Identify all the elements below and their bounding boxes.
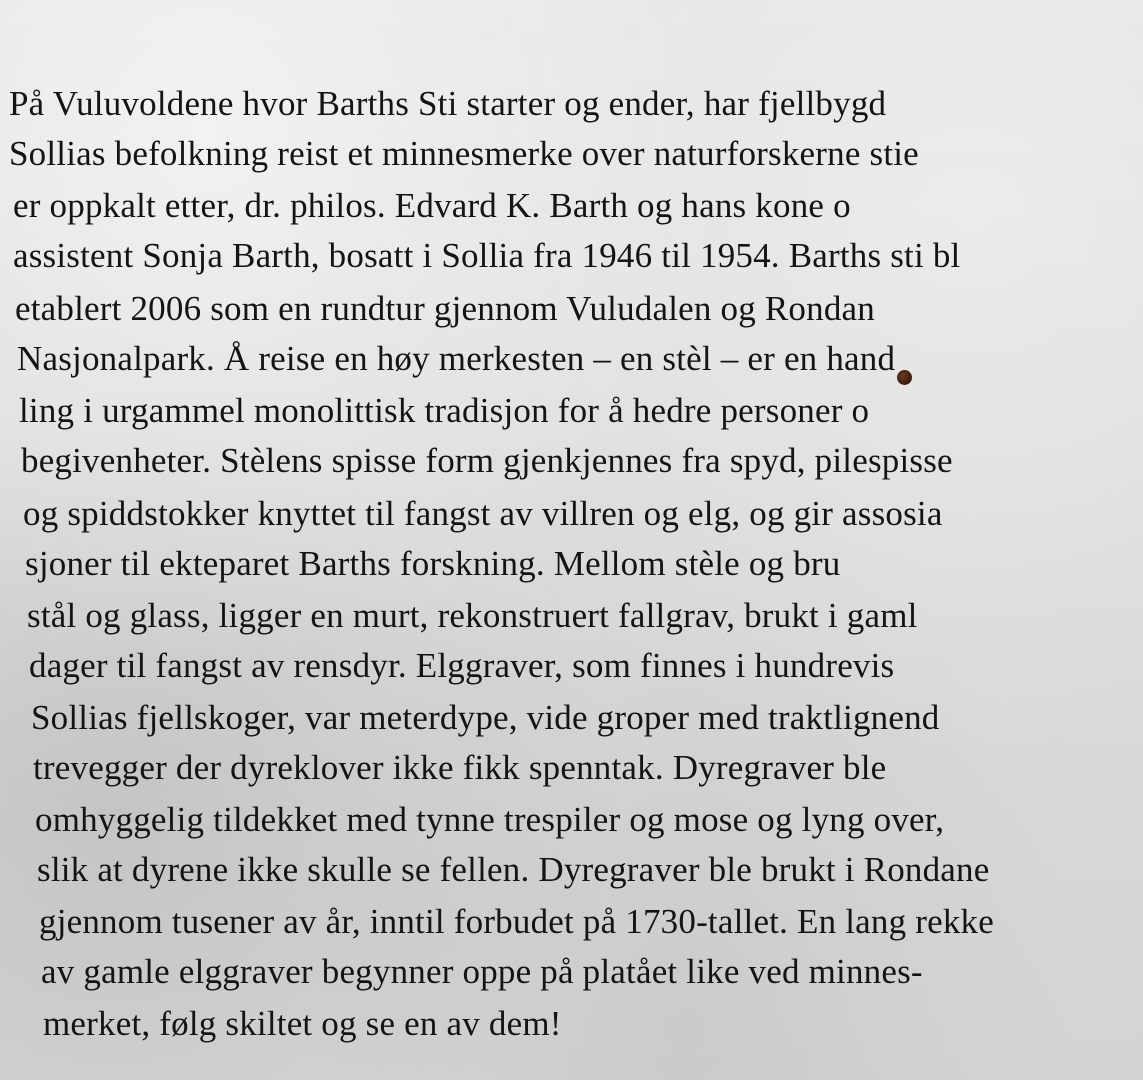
plaque-line: Sollias befolkning reist et minnesmerke over naturforskerne stie [9, 134, 919, 173]
plaque-line: av gamle elggraver begynner oppe på platået like ved minnes- [41, 952, 923, 991]
plaque-line: Nasjonalpark. Å reise en høy merkesten – en stèl – er en hand [17, 339, 896, 378]
rust-spot [897, 370, 912, 385]
plaque-line: stål og glass, ligger en murt, rekonstruert fallgrav, brukt i gaml [27, 596, 918, 635]
plaque-line: sjoner til ekteparet Barths forskning. Mellom stèle og bru [25, 544, 841, 583]
plaque-line: slik at dyrene ikke skulle se fellen. Dyregraver ble brukt i Rondane [37, 850, 990, 889]
plaque-line: På Vuluvoldene hvor Barths Sti starter og ender, har fjellbygd [9, 84, 887, 123]
plaque-line: begivenheter. Stèlens spisse form gjenkjennes fra spyd, pilespisse [21, 441, 953, 480]
plaque-line: assistent Sonja Barth, bosatt i Sollia fra 1946 til 1954. Barths sti bl [13, 236, 961, 275]
plaque-line: etablert 2006 som en rundtur gjennom Vuludalen og Rondan [15, 289, 875, 328]
plaque-line: dager til fangst av rensdyr. Elggraver, som finnes i hundrevis [29, 646, 895, 685]
plaque-line: ling i urgammel monolittisk tradisjon for å hedre personer o [19, 391, 870, 430]
plaque-line: er oppkalt etter, dr. philos. Edvard K. Barth og hans kone o [13, 186, 851, 225]
plaque-line: omhyggelig tildekket med tynne trespiler og mose og lyng over, [35, 800, 945, 839]
plaque-line: trevegger der dyreklover ikke fikk spenntak. Dyregraver ble [33, 748, 887, 787]
plaque-line: gjennom tusener av år, inntil forbudet på 1730-tallet. En lang rekke [39, 902, 994, 941]
plaque-line: Sollias fjellskoger, var meterdype, vide groper med traktlignend [31, 698, 940, 737]
plaque-line: og spiddstokker knyttet til fangst av villren og elg, og gir assosia [23, 494, 943, 533]
plaque-line: merket, følg skiltet og se en av dem! [43, 1004, 562, 1043]
